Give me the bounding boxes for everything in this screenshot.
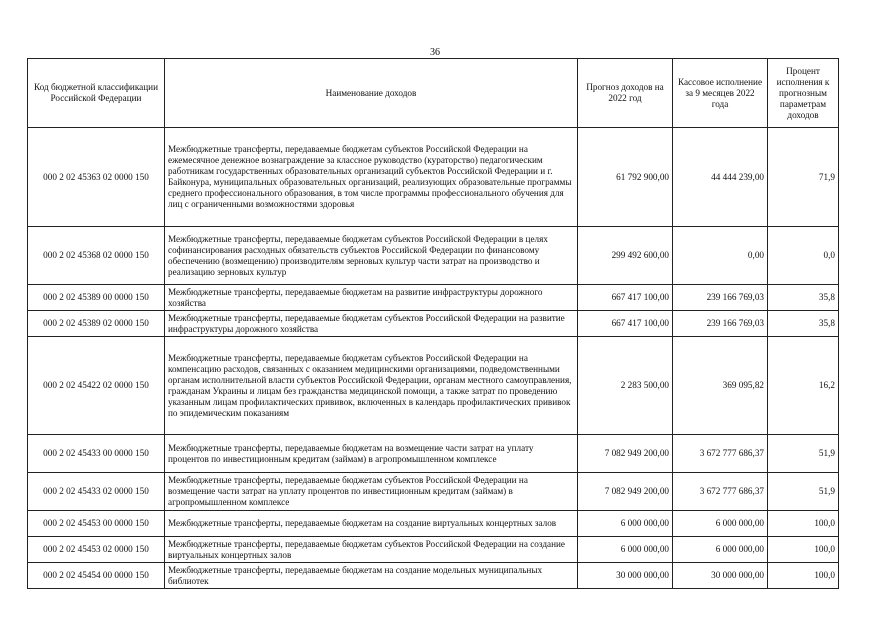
table-row (28, 311, 839, 337)
cell-code: 000 2 02 45433 00 0000 150 (28, 435, 165, 473)
cell-actual: 6 000 000,00 (673, 511, 768, 537)
cell-name: Межбюджетные трансферты, передаваемые бюджетам субъектов Российской Федерации в целях софинансирования расходных обязательств субъектов Российской Федерации по финансовому обеспечению (возмещению) производителям зерновых культур части затрат на производство и реализацию зерновых культур (165, 227, 578, 285)
cell-forecast: 667 417 100,00 (578, 311, 673, 337)
table-header-row (28, 59, 839, 128)
header-code: Код бюджетной классификации Российской Федерации (28, 59, 165, 128)
cell-code: 000 2 02 45389 02 0000 150 (28, 311, 165, 337)
cell-percent: 100,0 (768, 563, 839, 589)
cell-percent: 100,0 (768, 537, 839, 563)
cell-code: 000 2 02 45453 00 0000 150 (28, 511, 165, 537)
cell-percent: 71,9 (768, 128, 839, 227)
cell-code: 000 2 02 45363 02 0000 150 (28, 128, 165, 227)
cell-code: 000 2 02 45454 00 0000 150 (28, 563, 165, 589)
header-name: Наименование доходов (165, 59, 578, 128)
cell-name: Межбюджетные трансферты, передаваемые бюджетам субъектов Российской Федерации на создание виртуальных концертных залов (165, 537, 578, 563)
cell-actual: 3 672 777 686,37 (673, 435, 768, 473)
cell-name: Межбюджетные трансферты, передаваемые бюджетам субъектов Российской Федерации на компенсацию расходов, связанных с оказанием медицинскими организациями, подведомственными органам исполнительной власти субъектов Российской Федерации, органам местного самоуправления, гражданам Украины и лицам без гражданства медицинской помощи, а также затрат по проведению указанным лицам профилактических прививок, включенных в календарь профилактических прививок по эпидемическим показаниям (165, 337, 578, 435)
cell-forecast: 7 082 949 200,00 (578, 473, 673, 511)
header-actual: Кассовое исполнение за 9 месяцев 2022 года (673, 59, 768, 128)
cell-forecast: 30 000 000,00 (578, 563, 673, 589)
table-row (28, 511, 839, 537)
cell-code: 000 2 02 45368 02 0000 150 (28, 227, 165, 285)
cell-forecast: 61 792 900,00 (578, 128, 673, 227)
cell-percent: 51,9 (768, 473, 839, 511)
cell-actual: 239 166 769,03 (673, 285, 768, 311)
table-row (28, 537, 839, 563)
cell-actual: 369 095,82 (673, 337, 768, 435)
cell-code: 000 2 02 45433 02 0000 150 (28, 473, 165, 511)
cell-actual: 44 444 239,00 (673, 128, 768, 227)
cell-name: Межбюджетные трансферты, передаваемые бюджетам на развитие инфраструктуры дорожного хозяйства (165, 285, 578, 311)
table-row (28, 563, 839, 589)
cell-code: 000 2 02 45422 02 0000 150 (28, 337, 165, 435)
cell-percent: 35,8 (768, 285, 839, 311)
cell-actual: 0,00 (673, 227, 768, 285)
table-row (28, 337, 839, 435)
page-number: 36 (430, 47, 440, 58)
cell-actual: 239 166 769,03 (673, 311, 768, 337)
cell-percent: 0,0 (768, 227, 839, 285)
table-row (28, 285, 839, 311)
revenue-table (27, 58, 839, 589)
cell-name: Межбюджетные трансферты, передаваемые бюджетам субъектов Российской Федерации на ежемесячное денежное вознаграждение за классное руководство (кураторство) педагогическим работникам государственных образовательных организаций субъектов Российской Федерации и г. Байконура, муниципальных образовательных организаций, реализующих образовательные программы среднего профессионального образования, в том числе программы профессионального обучения для лиц с ограниченными возможностями здоровья (165, 128, 578, 227)
table-row (28, 435, 839, 473)
header-percent: Процент исполнения к прогнозным параметрам доходов (768, 59, 839, 128)
header-forecast: Прогноз доходов на 2022 год (578, 59, 673, 128)
table-row (28, 128, 839, 227)
cell-actual: 3 672 777 686,37 (673, 473, 768, 511)
cell-forecast: 6 000 000,00 (578, 511, 673, 537)
cell-actual: 6 000 000,00 (673, 537, 768, 563)
cell-forecast: 2 283 500,00 (578, 337, 673, 435)
cell-name: Межбюджетные трансферты, передаваемые бюджетам на возмещение части затрат на уплату процентов по инвестиционным кредитам (займам) в агропромышленном комплексе (165, 435, 578, 473)
cell-actual: 30 000 000,00 (673, 563, 768, 589)
cell-name: Межбюджетные трансферты, передаваемые бюджетам субъектов Российской Федерации на возмещение части затрат на уплату процентов по инвестиционным кредитам (займам) в агропромышленном комплексе (165, 473, 578, 511)
cell-name: Межбюджетные трансферты, передаваемые бюджетам на создание виртуальных концертных залов (165, 511, 578, 537)
cell-code: 000 2 02 45453 02 0000 150 (28, 537, 165, 563)
cell-forecast: 667 417 100,00 (578, 285, 673, 311)
cell-percent: 16,2 (768, 337, 839, 435)
cell-forecast: 7 082 949 200,00 (578, 435, 673, 473)
table-row (28, 227, 839, 285)
cell-percent: 51,9 (768, 435, 839, 473)
cell-forecast: 299 492 600,00 (578, 227, 673, 285)
table-row (28, 473, 839, 511)
cell-name: Межбюджетные трансферты, передаваемые бюджетам на создание модельных муниципальных библиотек (165, 563, 578, 589)
cell-percent: 100,0 (768, 511, 839, 537)
cell-code: 000 2 02 45389 00 0000 150 (28, 285, 165, 311)
cell-percent: 35,8 (768, 311, 839, 337)
cell-forecast: 6 000 000,00 (578, 537, 673, 563)
cell-name: Межбюджетные трансферты, передаваемые бюджетам субъектов Российской Федерации на развитие инфраструктуры дорожного хозяйства (165, 311, 578, 337)
